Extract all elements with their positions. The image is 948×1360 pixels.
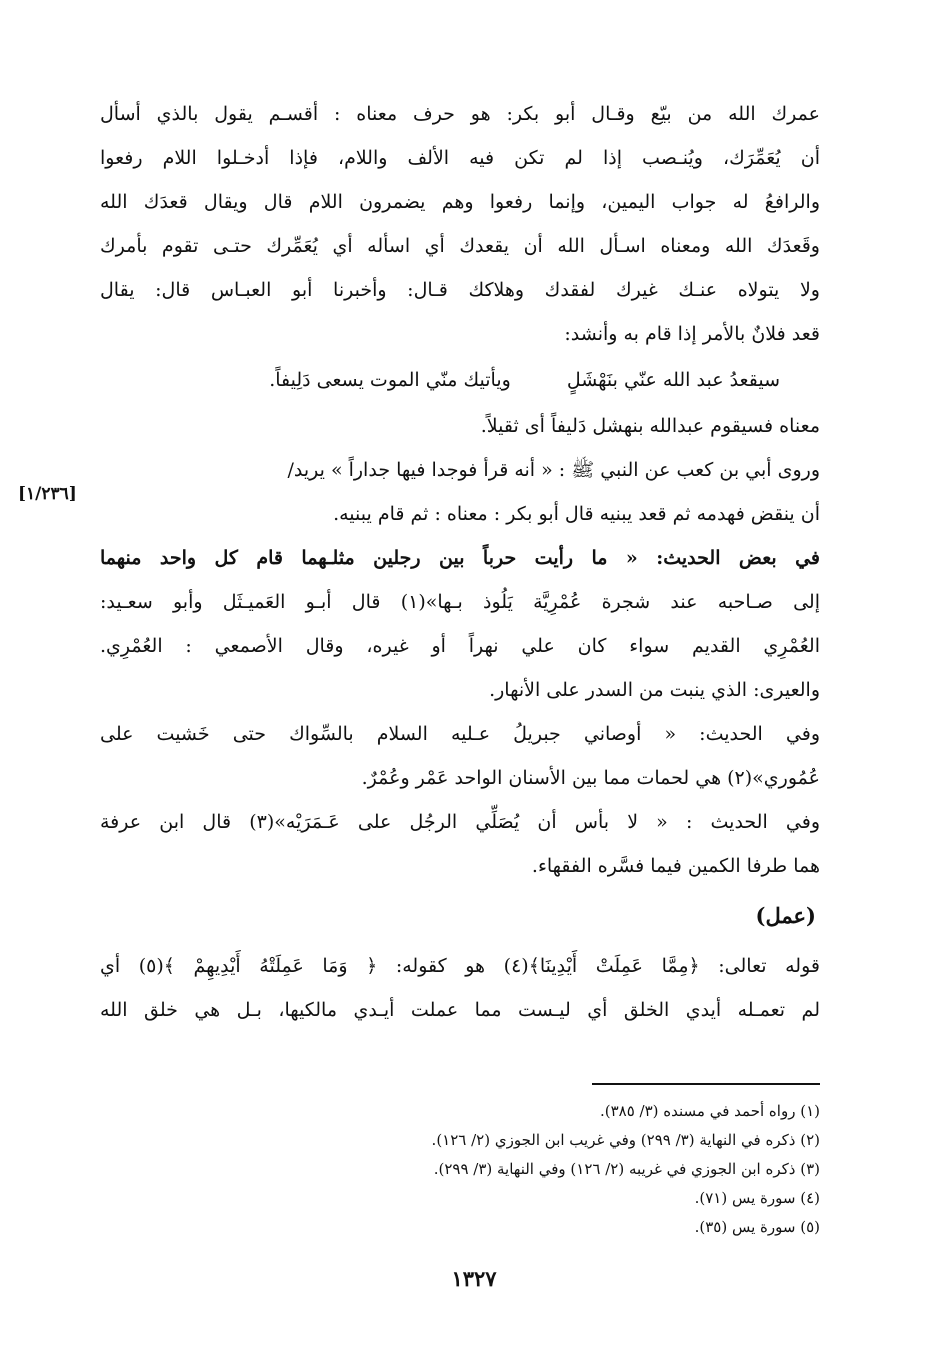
- text-line: معناه فسيقوم عبدالله بنهشل دَليفاً أى ثقيلاً.: [480, 415, 820, 437]
- paragraph-block-b: [100, 404, 820, 888]
- text-line: والرافعُ له جواب اليمين، وإنما رفعوا وهم يضمرون اللام قال ويقال قعدَك الله: [100, 191, 820, 213]
- paragraph-block-a: [100, 92, 820, 356]
- verse-hemistich-1: سيقعدُ عبد الله عنّي بنَهْشَلٍ: [566, 369, 780, 391]
- margin-reference: [١/٢٣٦]: [18, 484, 77, 504]
- footnote: (١) رواه أحمد في مسنده (٣/ ٣٨٥).: [599, 1102, 820, 1120]
- text-line: وفي الحديث: « أوصاني جبريلُ عـليه السلام بالسِّواك حتى خَشيت على: [100, 723, 820, 745]
- paragraph-block-c: [100, 944, 820, 1032]
- text-line: عمرك الله من بيّع وقـال أبو بكر: هو حرف معناه : أقسـم يقول بالذي أسأل: [100, 103, 820, 125]
- verse-line: [100, 356, 820, 404]
- text-line: هما طرفا الكمين فيما فسَّره الفقهاء.: [531, 855, 820, 877]
- text-line: العُمْرِي القديم سواء كان علي نهراً أو غيره، وقال الأصمعي : العُمْرِي.: [100, 635, 820, 657]
- main-text-column: [100, 92, 820, 1032]
- text-line: في بعض الحديث: « ما رأيت حرباً بين رجلين مثلـهما قام كل واحد منهما: [100, 547, 820, 569]
- text-line: أن يُعَمِّرَك، ويُنـصب إذا لم تكن فيه الألف واللام، فإذا أدخـلوا اللام رفعوا: [100, 147, 820, 169]
- footnote-divider: [592, 1083, 820, 1085]
- text-line: قوله تعالى: ﴿مِمَّا عَمِلَتْ أَيْدِينَا﴾(٤) هو كقوله: ﴿ وَمَا عَمِلَتْهُ أَيْدِيهِمْ ﴾(٥) أي: [100, 955, 820, 977]
- text-line: لم تعمـله أيدي الخلق أي ليـست مما عملت أيـدي مالكيها، بـل هي خلق الله: [100, 999, 820, 1021]
- footnote: (٤) سورة يس (٧١).: [694, 1189, 820, 1207]
- text-line: أن ينقض فهدمه ثم قعد يبنيه قال أبو بكر : معناه : ثم قام يبنيه.: [333, 503, 820, 525]
- text-line: ولا يتولاه عنـك غيرك لفقدك وهلاكك قـال: وأخبرنا أبو العبـاس قال: يقال: [100, 279, 820, 301]
- verse-hemistich-2: ويأتيك منّي الموت يسعى دَلِيفاً.: [269, 369, 511, 391]
- footnote: (٣) ذكره ابن الجوزي في غريبه (٢/ ١٢٦) وفي النهاية (٣/ ٢٩٩).: [433, 1160, 820, 1178]
- section-heading: (عمل): [755, 903, 816, 928]
- text-line: وروى أبي بن كعب عن النبي ﷺ : « أنه قرأ فوجدا فيها جداراً » يريد/: [287, 459, 820, 481]
- page-number: ١٣٢٧: [451, 1266, 497, 1291]
- text-line: قعد فلانٌ بالأمر إذا قام به وأنشد:: [564, 323, 820, 345]
- text-line: وقَعدَك الله ومعناه اسـأل الله أن يقعدك أي اسأله أي يُعَمِّرك حتـى تقوم بأمرك: [100, 235, 820, 257]
- footnote: (٢) ذكره في النهاية (٣/ ٢٩٩) وفي غريب ابن الجوزي (٢/ ١٢٦).: [431, 1131, 820, 1149]
- text-line: وفي الحديث : « لا بأس أن يُصَلِّي الرجُل على عَـمَرَيْه»(٣) قال ابن عرفة: [100, 811, 820, 833]
- footnotes: [300, 1097, 820, 1242]
- text-line: إلى صـاحبه عند شجرة عُمْرِيَّة يَلُوذ بـها»(١) قال أبـو العَميـثَل وأبو سعـيد:: [100, 591, 820, 613]
- footnote: (٥) سورة يس (٣٥).: [694, 1218, 820, 1236]
- text-line: عُمُوري»(٢) هي لحمات مما بين الأسنان الواحد عَمْر وعُمْرٌ.: [361, 767, 820, 789]
- text-line: والعيرى: الذي ينبت من السدر على الأنهار.: [489, 679, 820, 701]
